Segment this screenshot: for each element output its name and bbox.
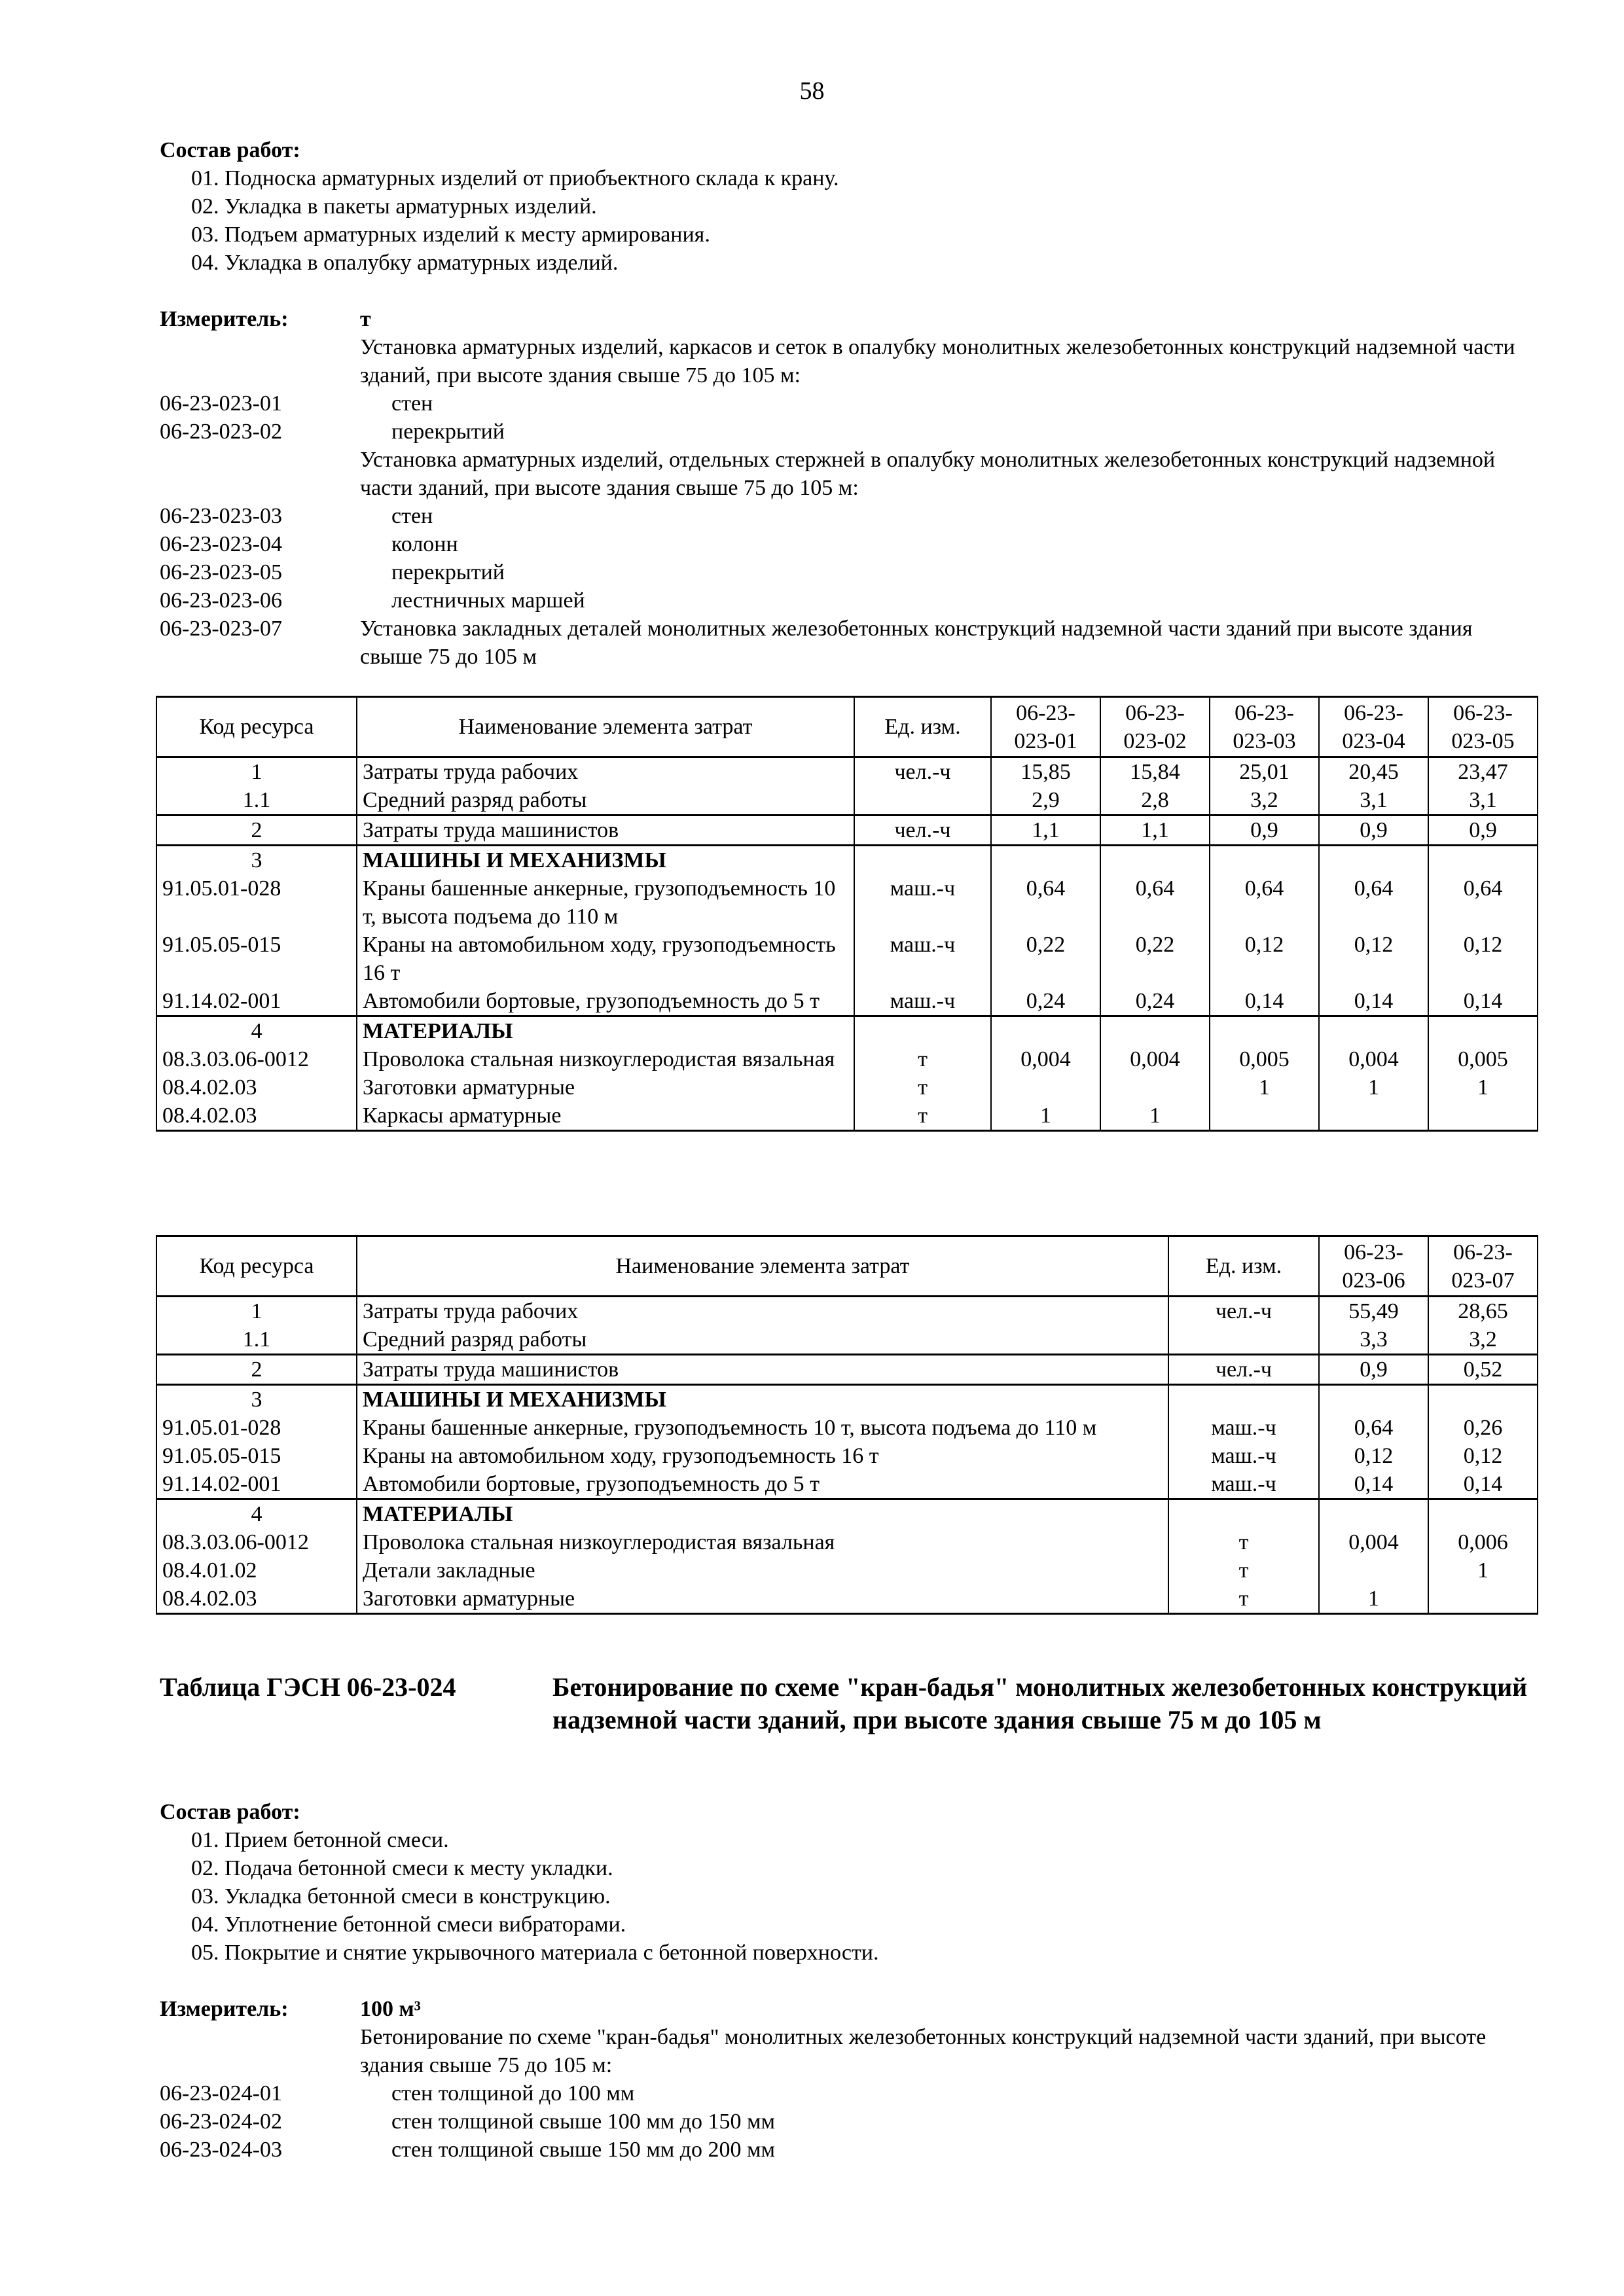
cost-element-name: Краны на автомобильном ходу, грузоподъемность 16 т	[357, 931, 854, 987]
table-title: Таблица ГЭСН 06-23-024	[160, 1672, 456, 1702]
code-row	[160, 558, 1534, 586]
value-cell: 0,005	[1428, 1045, 1538, 1073]
resource-code: 08.4.02.03	[156, 1073, 357, 1102]
value-cell: 0,9	[1319, 816, 1428, 846]
cost-element-name: Затраты труда рабочих	[357, 1297, 1168, 1326]
table-row	[156, 1073, 1538, 1102]
resource-code: 08.3.03.06-0012	[156, 1528, 357, 1556]
measure-1	[160, 305, 1534, 333]
resource-code: 91.05.01-028	[156, 874, 357, 931]
resource-code: 3	[156, 1385, 357, 1414]
column-header: Ед. изм.	[1168, 1236, 1319, 1297]
cost-element-name: Средний разряд работы	[357, 786, 854, 816]
resource-code: 4	[156, 1499, 357, 1529]
resource-code: 1	[156, 757, 357, 787]
value-cell: 0,006	[1428, 1528, 1538, 1556]
table-row	[156, 1325, 1538, 1355]
table-row	[156, 1414, 1538, 1442]
column-header: 06-23-023-07	[1428, 1236, 1538, 1297]
code: 06-23-024-01	[160, 2081, 282, 2106]
unit: чел.-ч	[854, 816, 991, 846]
resource-code: 08.4.01.02	[156, 1556, 357, 1585]
work-item: 01. Прием бетонной смеси.	[191, 1828, 449, 1852]
column-header: 06-23-023-05	[1428, 697, 1538, 757]
code-row	[160, 615, 1534, 671]
code: 06-23-023-04	[160, 532, 282, 556]
table-row	[156, 816, 1538, 846]
value-cell: 0,12	[1319, 1442, 1428, 1470]
value-cell: 0,64	[1210, 874, 1319, 931]
value-cell: 0,9	[1428, 816, 1538, 846]
code-desc: колонн	[391, 532, 458, 556]
value-cell: 15,85	[991, 757, 1100, 787]
value-cell: 2,8	[1100, 786, 1210, 816]
value-cell: 0,12	[1428, 931, 1538, 987]
value-cell: 3,2	[1210, 786, 1319, 816]
value-cell: 15,84	[1100, 757, 1210, 787]
column-header: Ед. изм.	[854, 697, 991, 757]
value-cell: 0,14	[1319, 1470, 1428, 1499]
value-cell: 0,14	[1210, 987, 1319, 1016]
code-desc: стен толщиной свыше 150 мм до 200 мм	[391, 2138, 776, 2162]
value-cell: 1	[1319, 1585, 1428, 1614]
unit	[1168, 1325, 1319, 1355]
value-cell: 3,1	[1319, 786, 1428, 816]
value-cell: 0,9	[1319, 1355, 1428, 1385]
code: 06-23-023-05	[160, 560, 282, 584]
code-desc: стен	[391, 391, 433, 416]
code-row	[160, 530, 1534, 558]
code	[160, 333, 360, 389]
code-row	[160, 418, 1534, 446]
value-cell	[1428, 1499, 1538, 1529]
code-list-2	[160, 2023, 1534, 2164]
value-cell	[1100, 846, 1210, 875]
value-cell: 0,14	[1428, 1470, 1538, 1499]
work-title: Состав работ:	[160, 138, 300, 162]
code-row	[160, 446, 1534, 502]
value-cell: 1	[1428, 1073, 1538, 1102]
value-cell	[1428, 1102, 1538, 1131]
table-row	[156, 1045, 1538, 1073]
measure-unit: т	[360, 307, 371, 331]
value-cell: 25,01	[1210, 757, 1319, 787]
unit: маш.-ч	[1168, 1442, 1319, 1470]
cost-element-name: Каркасы арматурные	[357, 1102, 854, 1131]
table-row	[156, 1585, 1538, 1614]
unit: маш.-ч	[1168, 1414, 1319, 1442]
value-cell: 0,12	[1428, 1442, 1538, 1470]
value-cell: 0,9	[1210, 816, 1319, 846]
value-cell: 3,1	[1428, 786, 1538, 816]
work-composition-1	[160, 136, 1534, 277]
unit	[1168, 1385, 1319, 1414]
code-desc: лестничных маршей	[391, 588, 585, 613]
resource-code: 1	[156, 1297, 357, 1326]
unit	[854, 1016, 991, 1046]
value-cell	[1319, 1499, 1428, 1529]
value-cell	[1428, 846, 1538, 875]
code-row	[160, 333, 1534, 389]
cost-element-name: Автомобили бортовые, грузоподъемность до 5 т	[357, 1470, 1168, 1499]
work-item: 04. Уплотнение бетонной смеси вибраторами.	[191, 1912, 626, 1937]
table-header-row	[156, 1236, 1538, 1297]
value-cell	[1210, 1102, 1319, 1131]
unit: чел.-ч	[1168, 1355, 1319, 1385]
column-header: 06-23-023-04	[1319, 697, 1428, 757]
table-row	[156, 757, 1538, 787]
code-list-1	[160, 333, 1534, 671]
table-row	[156, 786, 1538, 816]
value-cell: 3,2	[1428, 1325, 1538, 1355]
value-cell: 0,12	[1210, 931, 1319, 987]
measure-2	[160, 1995, 1534, 2023]
table-header-row	[156, 697, 1538, 757]
value-cell: 1,1	[1100, 816, 1210, 846]
unit: маш.-ч	[854, 874, 991, 931]
value-cell	[991, 1016, 1100, 1046]
value-cell: 0,004	[1319, 1528, 1428, 1556]
code: 06-23-023-07	[160, 617, 282, 641]
resource-code: 1.1	[156, 1325, 357, 1355]
cost-element-name: Проволока стальная низкоуглеродистая вязальная	[357, 1528, 1168, 1556]
resource-code: 08.4.02.03	[156, 1102, 357, 1131]
cost-element-name: МАШИНЫ И МЕХАНИЗМЫ	[357, 846, 854, 875]
table-row	[156, 1470, 1538, 1499]
unit: т	[854, 1073, 991, 1102]
unit	[1168, 1499, 1319, 1529]
code-row	[160, 2108, 1534, 2136]
code: 06-23-023-06	[160, 588, 282, 613]
unit	[854, 846, 991, 875]
value-cell	[1319, 1102, 1428, 1131]
resource-code: 1.1	[156, 786, 357, 816]
work-item: 03. Укладка бетонной смеси в конструкцию.	[191, 1884, 611, 1909]
value-cell	[1428, 1585, 1538, 1614]
resource-table-1	[156, 696, 1538, 1132]
code-row	[160, 502, 1534, 530]
column-header: Наименование элемента затрат	[357, 1236, 1168, 1297]
unit: чел.-ч	[854, 757, 991, 787]
code: 06-23-024-02	[160, 2109, 282, 2134]
value-cell: 0,004	[991, 1045, 1100, 1073]
resource-table-2	[156, 1235, 1538, 1615]
value-cell: 0,004	[1100, 1045, 1210, 1073]
code-desc: перекрытий	[391, 560, 505, 584]
cost-element-name: Заготовки арматурные	[357, 1585, 1168, 1614]
value-cell: 55,49	[1319, 1297, 1428, 1326]
unit: т	[1168, 1585, 1319, 1614]
table-row	[156, 1102, 1538, 1131]
code: 06-23-023-01	[160, 391, 282, 416]
column-header: Наименование элемента затрат	[357, 697, 854, 757]
value-cell: 0,64	[1100, 874, 1210, 931]
value-cell: 0,64	[1319, 874, 1428, 931]
table-row	[156, 1499, 1538, 1529]
column-header: 06-23-023-03	[1210, 697, 1319, 757]
table-row	[156, 1355, 1538, 1385]
unit: маш.-ч	[1168, 1470, 1319, 1499]
value-cell: 1,1	[991, 816, 1100, 846]
cost-element-name: Детали закладные	[357, 1556, 1168, 1585]
table-name: Бетонирование по схеме "кран-бадья" монолитных железобетонных конструкций надземной части зданий, при высоте здания свыше 75 м до 105 м	[552, 1672, 1528, 1734]
value-cell	[1319, 1016, 1428, 1046]
column-header: 06-23-023-01	[991, 697, 1100, 757]
code-row	[160, 389, 1534, 418]
value-cell: 2,9	[991, 786, 1100, 816]
cost-element-name: Краны башенные анкерные, грузоподъемность 10 т, высота подъема до 110 м	[357, 874, 854, 931]
cost-element-name: Краны на автомобильном ходу, грузоподъемность 16 т	[357, 1442, 1168, 1470]
code-desc: Установка арматурных изделий, отдельных стержней в опалубку монолитных железобетонных конструкций надземной части зданий, при высоте здания свыше 75 до 105 м:	[360, 448, 1496, 500]
cost-element-name: МАТЕРИАЛЫ	[357, 1016, 854, 1046]
table-row	[156, 987, 1538, 1016]
cost-element-name: МАТЕРИАЛЫ	[357, 1499, 1168, 1529]
value-cell	[1100, 1073, 1210, 1102]
value-cell	[991, 846, 1100, 875]
resource-code: 08.3.03.06-0012	[156, 1045, 357, 1073]
value-cell: 23,47	[1428, 757, 1538, 787]
cost-element-name: МАШИНЫ И МЕХАНИЗМЫ	[357, 1385, 1168, 1414]
value-cell: 1	[1100, 1102, 1210, 1131]
value-cell	[1428, 1385, 1538, 1414]
cost-element-name: Затраты труда машинистов	[357, 816, 854, 846]
code	[160, 446, 360, 502]
resource-code: 91.05.05-015	[156, 931, 357, 987]
work-item: 02. Подача бетонной смеси к месту укладки.	[191, 1856, 613, 1880]
value-cell	[1210, 1016, 1319, 1046]
code: 06-23-024-03	[160, 2138, 282, 2162]
work-item: 01. Подноска арматурных изделий от приобъектного склада к крану.	[191, 166, 839, 190]
value-cell: 0,14	[1319, 987, 1428, 1016]
value-cell: 0,22	[1100, 931, 1210, 987]
value-cell	[1428, 1016, 1538, 1046]
column-header: 06-23-023-02	[1100, 697, 1210, 757]
code-row	[160, 2136, 1534, 2164]
value-cell: 0,12	[1319, 931, 1428, 987]
value-cell	[991, 1073, 1100, 1102]
resource-code: 91.14.02-001	[156, 1470, 357, 1499]
unit: маш.-ч	[854, 931, 991, 987]
code-row	[160, 2023, 1534, 2079]
value-cell: 0,64	[991, 874, 1100, 931]
value-cell: 0,24	[1100, 987, 1210, 1016]
unit: т	[1168, 1556, 1319, 1585]
resource-code: 91.14.02-001	[156, 987, 357, 1016]
code-desc: стен толщиной свыше 100 мм до 150 мм	[391, 2109, 776, 2134]
work-item: 03. Подъем арматурных изделий к месту армирования.	[191, 223, 710, 247]
cost-element-name: Автомобили бортовые, грузоподъемность до 5 т	[357, 987, 854, 1016]
code-desc: Установка арматурных изделий, каркасов и сеток в опалубку монолитных железобетонных конструкций надземной части зданий, при высоте здания свыше 75 до 105 м:	[360, 335, 1515, 387]
value-cell: 0,005	[1210, 1045, 1319, 1073]
column-header: Код ресурса	[156, 697, 357, 757]
resource-code: 3	[156, 846, 357, 875]
table-row	[156, 1385, 1538, 1414]
cost-element-name: Затраты труда машинистов	[357, 1355, 1168, 1385]
value-cell: 1	[1210, 1073, 1319, 1102]
code-desc: Установка закладных деталей монолитных железобетонных конструкций надземной части зданий при высоте здания свыше 75 до 105 м	[360, 617, 1473, 669]
resource-code: 08.4.02.03	[156, 1585, 357, 1614]
table-row	[156, 1442, 1538, 1470]
unit: т	[854, 1102, 991, 1131]
code	[160, 2023, 360, 2079]
value-cell: 0,22	[991, 931, 1100, 987]
resource-code: 2	[156, 816, 357, 846]
value-cell: 20,45	[1319, 757, 1428, 787]
value-cell: 1	[1428, 1556, 1538, 1585]
work-item: 04. Укладка в опалубку арматурных изделий.	[191, 251, 619, 275]
work-title: Состав работ:	[160, 1800, 300, 1824]
value-cell	[1100, 1016, 1210, 1046]
work-item: 02. Укладка в пакеты арматурных изделий.	[191, 194, 597, 219]
cost-element-name: Проволока стальная низкоуглеродистая вязальная	[357, 1045, 854, 1073]
table-row	[156, 1016, 1538, 1046]
table-row	[156, 846, 1538, 875]
value-cell: 0,24	[991, 987, 1100, 1016]
value-cell	[1319, 846, 1428, 875]
value-cell: 0,004	[1319, 1045, 1428, 1073]
table-row	[156, 931, 1538, 987]
measure-label: Измеритель:	[160, 1997, 289, 2021]
value-cell: 0,64	[1428, 874, 1538, 931]
column-header: Код ресурса	[156, 1236, 357, 1297]
code: 06-23-023-03	[160, 504, 282, 528]
code: 06-23-023-02	[160, 420, 282, 444]
code-row	[160, 2079, 1534, 2108]
code-desc: стен	[391, 504, 433, 528]
column-header: 06-23-023-06	[1319, 1236, 1428, 1297]
value-cell: 0,52	[1428, 1355, 1538, 1385]
unit: т	[854, 1045, 991, 1073]
cost-element-name: Средний разряд работы	[357, 1325, 1168, 1355]
measure-unit: 100 м³	[360, 1997, 421, 2021]
value-cell: 28,65	[1428, 1297, 1538, 1326]
value-cell	[1210, 846, 1319, 875]
value-cell	[1319, 1556, 1428, 1585]
measure-label: Измеритель:	[160, 307, 289, 331]
table-row	[156, 1528, 1538, 1556]
value-cell: 0,64	[1319, 1414, 1428, 1442]
table-row	[156, 1297, 1538, 1326]
value-cell: 1	[991, 1102, 1100, 1131]
table-row	[156, 1556, 1538, 1585]
resource-code: 4	[156, 1016, 357, 1046]
code-desc: стен толщиной до 100 мм	[391, 2081, 635, 2106]
code-desc: Бетонирование по схеме "кран-бадья" монолитных железобетонных конструкций надземной части зданий, при высоте здания свыше 75 до 105 м:	[360, 2025, 1487, 2077]
resource-code: 2	[156, 1355, 357, 1385]
value-cell: 0,26	[1428, 1414, 1538, 1442]
table-row	[156, 874, 1538, 931]
value-cell: 3,3	[1319, 1325, 1428, 1355]
cost-element-name: Затраты труда рабочих	[357, 757, 854, 787]
resource-code: 91.05.01-028	[156, 1414, 357, 1442]
resource-code: 91.05.05-015	[156, 1442, 357, 1470]
code-desc: перекрытий	[391, 420, 505, 444]
unit	[854, 786, 991, 816]
cost-element-name: Краны башенные анкерные, грузоподъемность 10 т, высота подъема до 110 м	[357, 1414, 1168, 1442]
value-cell: 1	[1319, 1073, 1428, 1102]
unit: т	[1168, 1528, 1319, 1556]
page-number: 58	[799, 77, 825, 105]
value-cell: 0,14	[1428, 987, 1538, 1016]
work-item: 05. Покрытие и снятие укрывочного материала с бетонной поверхности.	[191, 1941, 879, 1965]
cost-element-name: Заготовки арматурные	[357, 1073, 854, 1102]
code-row	[160, 586, 1534, 615]
value-cell	[1319, 1385, 1428, 1414]
unit: маш.-ч	[854, 987, 991, 1016]
unit: чел.-ч	[1168, 1297, 1319, 1326]
work-composition-2	[160, 1798, 1534, 1967]
